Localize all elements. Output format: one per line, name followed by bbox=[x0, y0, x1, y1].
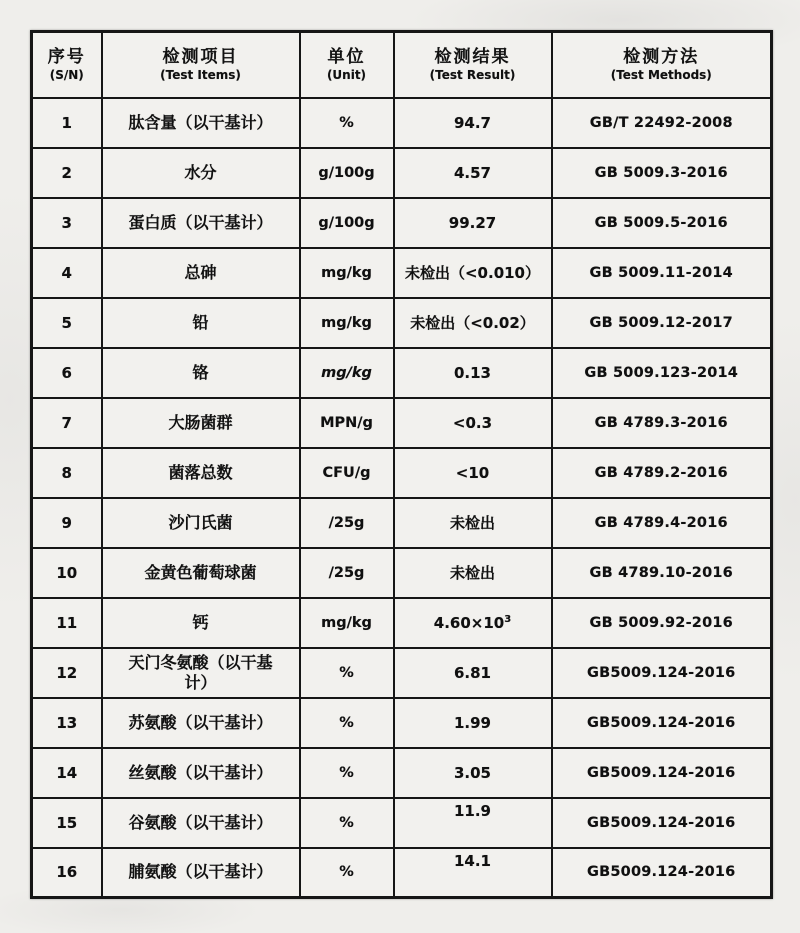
cell-unit: mg/kg bbox=[300, 348, 394, 398]
table-row bbox=[32, 548, 772, 598]
cell-test-item bbox=[102, 448, 300, 498]
cell-test-item bbox=[102, 698, 300, 748]
header-label-en: (Test Methods) bbox=[610, 68, 712, 83]
result-value: 94.7 bbox=[453, 113, 491, 132]
cell-test-method: GB 5009.11-2014 bbox=[552, 248, 772, 298]
test-item-label: 水分 bbox=[184, 162, 217, 182]
cell-serial-number: 6 bbox=[32, 348, 102, 398]
cell-test-item bbox=[102, 798, 300, 848]
test-item-label: 天门冬氨酸（以干基计） bbox=[128, 652, 273, 692]
cell-test-item bbox=[102, 598, 300, 648]
result-value: 3.05 bbox=[453, 763, 491, 782]
test-item-label: 大肠菌群 bbox=[168, 412, 233, 432]
cell-test-item bbox=[102, 398, 300, 448]
header-cell-result bbox=[394, 32, 552, 98]
cell-test-method: GB 5009.92-2016 bbox=[552, 598, 772, 648]
cell-test-method: GB5009.124-2016 bbox=[552, 798, 772, 848]
cell-test-result bbox=[394, 398, 552, 448]
cell-serial-number: 16 bbox=[32, 848, 102, 898]
cell-test-method: GB5009.124-2016 bbox=[552, 848, 772, 898]
table-row bbox=[32, 148, 772, 198]
cell-serial-number: 5 bbox=[32, 298, 102, 348]
header-cell-method bbox=[552, 32, 772, 98]
result-exponent: 3 bbox=[504, 613, 512, 625]
cell-test-result bbox=[394, 98, 552, 148]
cell-unit: /25g bbox=[300, 498, 394, 548]
cell-test-method: GB 5009.123-2014 bbox=[552, 348, 772, 398]
cell-test-item bbox=[102, 248, 300, 298]
cell-test-result bbox=[394, 448, 552, 498]
result-value: 未检出 bbox=[449, 514, 495, 532]
table-row bbox=[32, 98, 772, 148]
test-item-label: 铅 bbox=[192, 312, 209, 332]
cell-serial-number: 9 bbox=[32, 498, 102, 548]
cell-serial-number: 3 bbox=[32, 198, 102, 248]
cell-test-item bbox=[102, 648, 300, 698]
cell-unit: CFU/g bbox=[300, 448, 394, 498]
cell-unit: g/100g bbox=[300, 148, 394, 198]
cell-test-method: GB5009.124-2016 bbox=[552, 698, 772, 748]
test-item-label: 铬 bbox=[192, 362, 209, 382]
table-row bbox=[32, 348, 772, 398]
header-cell-item bbox=[102, 32, 300, 98]
test-results-table bbox=[30, 30, 773, 899]
cell-unit: /25g bbox=[300, 548, 394, 598]
cell-test-result bbox=[394, 298, 552, 348]
header-label-en: (Test Result) bbox=[429, 68, 516, 83]
cell-test-result bbox=[394, 498, 552, 548]
cell-test-result bbox=[394, 548, 552, 598]
result-value: 1.99 bbox=[453, 713, 491, 732]
test-item-label: 金黄色葡萄球菌 bbox=[144, 562, 257, 582]
cell-unit: MPN/g bbox=[300, 398, 394, 448]
table-row bbox=[32, 298, 772, 348]
cell-serial-number: 8 bbox=[32, 448, 102, 498]
cell-test-result bbox=[394, 198, 552, 248]
result-value: 未检出（<0.010） bbox=[404, 264, 540, 282]
result-value: 99.27 bbox=[448, 213, 497, 232]
table-row bbox=[32, 698, 772, 748]
table-row bbox=[32, 648, 772, 698]
cell-test-method: GB 5009.3-2016 bbox=[552, 148, 772, 198]
header-label-en: (S/N) bbox=[49, 68, 84, 83]
table-row bbox=[32, 798, 772, 848]
result-value: 未检出 bbox=[449, 564, 495, 582]
cell-unit: % bbox=[300, 698, 394, 748]
table-row bbox=[32, 198, 772, 248]
table-row bbox=[32, 498, 772, 548]
cell-test-method: GB 5009.5-2016 bbox=[552, 198, 772, 248]
cell-test-method: GB5009.124-2016 bbox=[552, 648, 772, 698]
cell-test-result bbox=[394, 698, 552, 748]
cell-unit: mg/kg bbox=[300, 248, 394, 298]
cell-serial-number: 12 bbox=[32, 648, 102, 698]
result-value: <0.3 bbox=[452, 413, 493, 432]
cell-serial-number: 13 bbox=[32, 698, 102, 748]
test-item-label: 谷氨酸（以干基计） bbox=[128, 812, 273, 832]
cell-test-result bbox=[394, 148, 552, 198]
table-body bbox=[32, 98, 772, 898]
table-row bbox=[32, 748, 772, 798]
table-header bbox=[32, 32, 772, 98]
cell-test-item bbox=[102, 548, 300, 598]
header-label-zh: 检测结果 bbox=[434, 46, 511, 67]
table-row bbox=[32, 448, 772, 498]
cell-test-result bbox=[394, 748, 552, 798]
test-item-label: 苏氨酸（以干基计） bbox=[128, 712, 273, 732]
cell-test-method: GB 4789.2-2016 bbox=[552, 448, 772, 498]
cell-unit: g/100g bbox=[300, 198, 394, 248]
header-cell-unit bbox=[300, 32, 394, 98]
cell-test-item bbox=[102, 748, 300, 798]
cell-test-item bbox=[102, 198, 300, 248]
cell-test-method: GB 4789.4-2016 bbox=[552, 498, 772, 548]
test-item-label: 丝氨酸（以干基计） bbox=[128, 762, 273, 782]
table-row bbox=[32, 598, 772, 648]
cell-test-method: GB 5009.12-2017 bbox=[552, 298, 772, 348]
cell-serial-number: 1 bbox=[32, 98, 102, 148]
cell-unit: % bbox=[300, 98, 394, 148]
cell-test-method: GB5009.124-2016 bbox=[552, 748, 772, 798]
result-value: 14.1 bbox=[453, 851, 491, 870]
cell-serial-number: 15 bbox=[32, 798, 102, 848]
cell-test-item bbox=[102, 148, 300, 198]
cell-test-result bbox=[394, 648, 552, 698]
cell-unit: % bbox=[300, 848, 394, 898]
header-row bbox=[32, 32, 772, 98]
header-cell-sn bbox=[32, 32, 102, 98]
cell-test-item bbox=[102, 848, 300, 898]
test-item-label: 脯氨酸（以干基计） bbox=[128, 862, 273, 882]
cell-test-item bbox=[102, 348, 300, 398]
test-item-label: 钙 bbox=[192, 612, 209, 632]
cell-test-result bbox=[394, 848, 552, 898]
result-value: 4.60×10 bbox=[433, 613, 505, 632]
test-item-label: 菌落总数 bbox=[168, 462, 233, 482]
header-label-zh: 检测项目 bbox=[162, 46, 239, 67]
test-item-label: 蛋白质（以干基计） bbox=[128, 212, 273, 232]
cell-serial-number: 11 bbox=[32, 598, 102, 648]
test-item-label: 总砷 bbox=[184, 262, 217, 282]
result-value: 4.57 bbox=[453, 163, 491, 182]
header-label-zh: 检测方法 bbox=[623, 46, 700, 67]
cell-test-result bbox=[394, 798, 552, 848]
cell-test-result bbox=[394, 598, 552, 648]
cell-serial-number: 10 bbox=[32, 548, 102, 598]
cell-unit: % bbox=[300, 798, 394, 848]
table-row bbox=[32, 248, 772, 298]
cell-test-result bbox=[394, 248, 552, 298]
result-value: <10 bbox=[455, 463, 490, 482]
cell-test-item bbox=[102, 98, 300, 148]
header-label-en: (Test Items) bbox=[160, 68, 241, 83]
cell-unit: mg/kg bbox=[300, 298, 394, 348]
cell-test-method: GB/T 22492-2008 bbox=[552, 98, 772, 148]
result-value: 0.13 bbox=[453, 363, 491, 382]
cell-unit: % bbox=[300, 648, 394, 698]
cell-test-item bbox=[102, 498, 300, 548]
test-item-label: 肽含量（以干基计） bbox=[128, 112, 273, 132]
result-value: 6.81 bbox=[453, 663, 491, 682]
header-label-zh: 序号 bbox=[47, 46, 86, 67]
result-value: 未检出（<0.02） bbox=[410, 314, 535, 332]
table-row bbox=[32, 398, 772, 448]
header-label-en: (Unit) bbox=[326, 68, 367, 83]
cell-test-method: GB 4789.3-2016 bbox=[552, 398, 772, 448]
table-row bbox=[32, 848, 772, 898]
cell-serial-number: 4 bbox=[32, 248, 102, 298]
cell-unit: % bbox=[300, 748, 394, 798]
cell-test-item bbox=[102, 298, 300, 348]
cell-serial-number: 7 bbox=[32, 398, 102, 448]
header-label-zh: 单位 bbox=[327, 46, 366, 67]
cell-test-method: GB 4789.10-2016 bbox=[552, 548, 772, 598]
test-item-label: 沙门氏菌 bbox=[168, 512, 233, 532]
cell-serial-number: 2 bbox=[32, 148, 102, 198]
cell-unit: mg/kg bbox=[300, 598, 394, 648]
cell-test-result bbox=[394, 348, 552, 398]
cell-serial-number: 14 bbox=[32, 748, 102, 798]
result-value: 11.9 bbox=[453, 801, 491, 820]
